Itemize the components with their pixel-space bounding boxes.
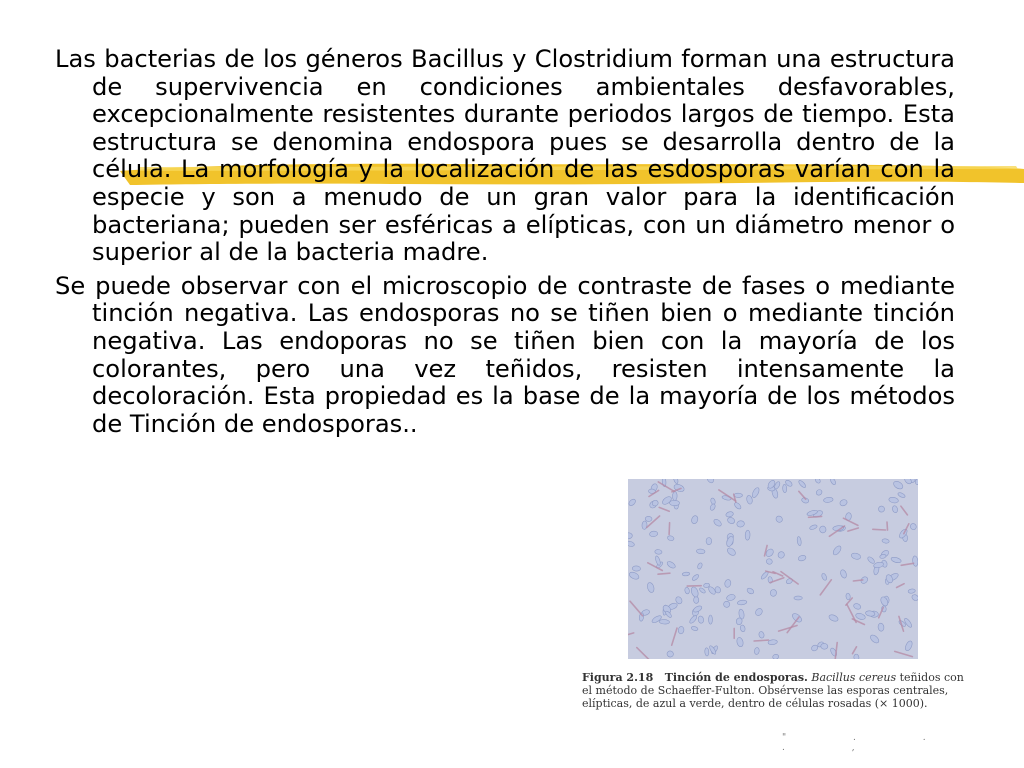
spore-cell <box>696 549 705 554</box>
paragraph-observation-methods: Se puede observar con el microscopio de contraste de fases o mediante tinción negativa. Las endosporas no se tiñen bien o mediante tinción negativa. Las endoporas no se tiñen bien con la mayoría de los colorantes, pero una vez teñidos, resisten intensamente la decoloración. Esta propiedad es la base de la mayoría de los métodos de Tinción de endosporas.. <box>55 271 955 438</box>
spore-cell <box>770 589 777 596</box>
spore-cell <box>659 619 670 624</box>
spore-cell <box>672 492 677 501</box>
spore-cell <box>878 506 884 512</box>
figure-scan-marks: " . . . , <box>782 733 958 753</box>
spore-cell <box>794 596 802 600</box>
spore-cell <box>669 500 679 506</box>
spore-cell <box>693 597 698 604</box>
bacterial-rod <box>754 640 768 641</box>
spore-cell <box>821 643 828 649</box>
bacterial-rod <box>658 573 670 574</box>
body-text <box>55 46 955 444</box>
bacterial-rod <box>669 523 670 535</box>
spore-cell <box>705 648 710 656</box>
micrograph-image <box>628 479 918 659</box>
bacterial-rod <box>853 580 862 581</box>
spore-cell <box>706 537 712 544</box>
caption-text: teñidos con el método de Schaeffer-Fulton. Obsérvense las esporas centrales, elípticas, de azul a verde, dentro de células rosadas (× 1000). <box>582 671 964 710</box>
spore-cell <box>655 549 663 554</box>
paragraph-endospore-description: Las bacterias de los géneros Bacillus y Clostridium forman una estructura de supervivencia en condiciones ambientales desfavorables, excepcionalmente resistentes durante periodos largos de tiempo. Esta estructura se denomina endospora pues se desarrolla dentro de la célula. La morfología y la localización de las esdosporas varían con la especie y son a menudo de un gran valor para la identificación bacteriana; pueden ser esféricas a elípticas, con un diámetro menor o superior al de la bacteria madre. <box>55 45 955 267</box>
figure-number: Figura 2.18 <box>582 671 654 684</box>
spore-cell <box>709 615 713 624</box>
caption-title: Tinción de endosporas. <box>664 671 808 684</box>
figure-caption <box>582 671 977 710</box>
endospore-figure <box>560 455 990 755</box>
bacterial-rod <box>887 522 888 530</box>
spore-cell <box>632 566 640 572</box>
bacterial-rod <box>873 529 886 530</box>
bacterial-rod <box>809 516 822 517</box>
caption-species: Bacillus cereus <box>811 671 897 684</box>
spore-cell <box>745 530 750 540</box>
spore-cell <box>782 484 786 493</box>
spore-cell <box>642 521 648 530</box>
spore-cell <box>678 626 684 634</box>
spore-cell <box>645 516 652 521</box>
spore-cell <box>723 601 730 608</box>
